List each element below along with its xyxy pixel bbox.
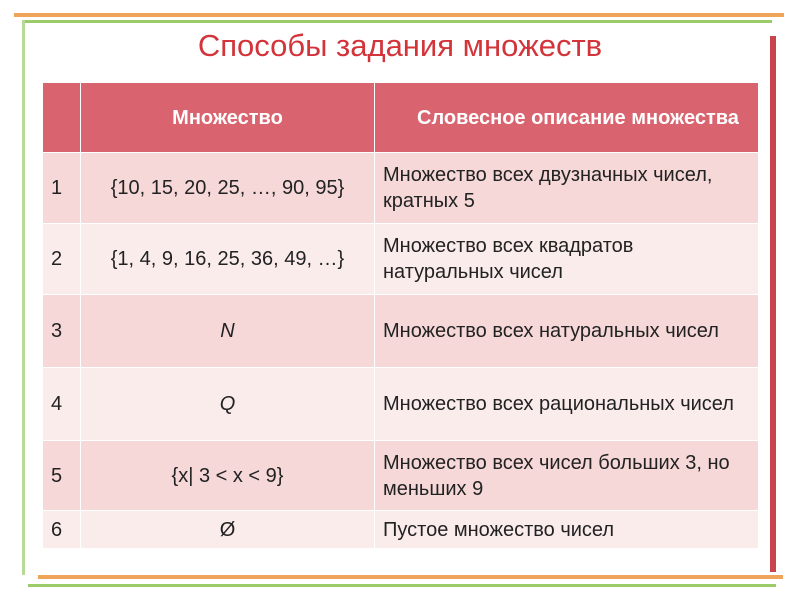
page-title: Способы задания множеств xyxy=(197,28,603,63)
row-set: {x| 3 < x < 9} xyxy=(81,441,375,511)
table-row xyxy=(43,153,759,224)
table-row xyxy=(43,224,759,295)
table-row xyxy=(43,368,759,441)
row-num: 5 xyxy=(43,441,81,511)
row-num: 6 xyxy=(43,511,81,549)
row-set: {10, 15, 20, 25, …, 90, 95} xyxy=(81,153,375,224)
right-red-bar xyxy=(770,36,776,572)
top-green-line xyxy=(24,20,772,23)
row-num: 1 xyxy=(43,153,81,224)
row-num: 4 xyxy=(43,368,81,441)
table-header-row xyxy=(43,83,759,153)
row-description: Множество всех натуральных чисел xyxy=(375,295,759,368)
header-description: Словесное описание множества xyxy=(375,83,759,153)
sets-table xyxy=(42,82,759,549)
table-row xyxy=(43,511,759,549)
top-orange-line xyxy=(14,13,784,17)
row-description: Пустое множество чисел xyxy=(375,511,759,549)
row-set: N xyxy=(81,295,375,368)
header-num xyxy=(43,83,81,153)
row-set: {1, 4, 9, 16, 25, 36, 49, …} xyxy=(81,224,375,295)
bottom-orange-line xyxy=(38,575,783,579)
row-description: Множество всех квадратов натуральных чисел xyxy=(375,224,759,295)
row-description: Множество всех рациональных чисел xyxy=(375,368,759,441)
row-num: 2 xyxy=(43,224,81,295)
row-description: Множество всех чисел больших 3, но меньших 9 xyxy=(375,441,759,511)
table-row xyxy=(43,441,759,511)
left-green-line xyxy=(22,20,25,575)
row-num: 3 xyxy=(43,295,81,368)
row-set: Q xyxy=(81,368,375,441)
bottom-green-line xyxy=(28,584,776,587)
row-description: Множество всех двузначных чисел, кратных 5 xyxy=(375,153,759,224)
table-row xyxy=(43,295,759,368)
header-set: Множество xyxy=(81,83,375,153)
row-set: Ø xyxy=(81,511,375,549)
